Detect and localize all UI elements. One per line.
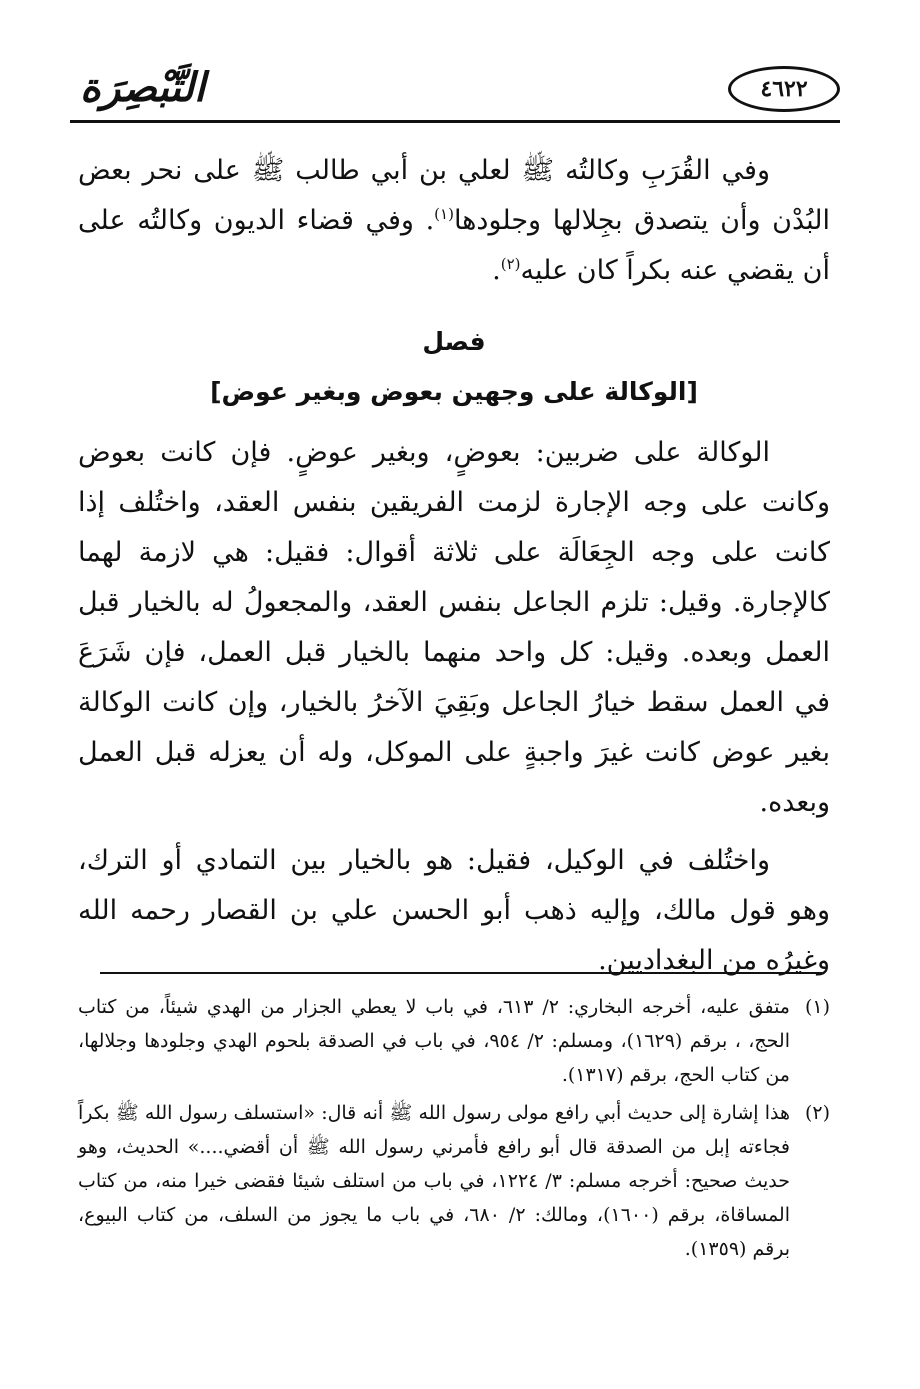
footnotes [78, 990, 830, 1270]
body-paragraph-2: واختُلف في الوكيل، فقيل: هو بالخيار بين التمادي أو الترك، وهو قول مالك، وإليه ذهب أبو الحسن علي بن القصار رحمه الله وغيرُه من البغداديين. [78, 845, 830, 976]
main-text [78, 146, 830, 986]
footnote-text-1: متفق عليه، أخرجه البخاري: ٢/ ٦١٣، في باب لا يعطي الجزار من الهدي شيئاً، من كتاب الحج، ، برقم (١٦٢٩)، ومسلم: ٢/ ٩٥٤، في باب في الصدقة بلحوم الهدي وجلودها وجلالها، من كتاب الحج، برقم (١٣١٧). [78, 996, 790, 1086]
footnote-ref-1: (١) [434, 205, 454, 223]
header-divider [70, 120, 840, 123]
footnote-1 [78, 990, 830, 1092]
page-number-badge [728, 66, 840, 112]
intro-text-1: وفي القُرَبِ وكالتُه ﷺ لعلي بن أبي طالب ﷺ على نحر بعض البُدْن وأن يتصدق بجِلالها وجلودها [78, 155, 830, 236]
footnote-number-2: (٢) [804, 1102, 830, 1124]
page-number: ٤٦٢٢ [760, 76, 808, 102]
body-paragraph-1: الوكالة على ضربين: بعوضٍ، وبغير عوضٍ. فإن كانت بعوض وكانت على وجه الإجارة لزمت الفريقين بنفس العقد، واختُلف إذا كانت على وجه الجِعَالَة على ثلاثة أقوال: فقيل: هي لازمة لهما كالإجارة. وقيل: تلزم الجاعل بنفس العقد، والمجعولُ له بالخيار قبل العمل وبعده. وقيل: كل واحد منهما بالخيار قبل العمل، فإن شَرَعَ في العمل سقط خيارُ الجاعل وبَقِيَ الآخرُ بالخيار، وإن كانت الوكالة بغير عوض كانت غيرَ واجبةٍ على الموكل، وله أن يعزله قبل العمل وبعده. [78, 437, 830, 818]
book-title: التَّبْصِرَة [80, 64, 206, 111]
footnote-ref-2: (٢) [500, 255, 521, 273]
section-subheading: [الوكالة على وجهين بعوض وبغير عوض] [210, 377, 698, 406]
intro-paragraph: وفي القُرَبِ وكالتُه ﷺ لعلي بن أبي طالب ﷺ على نحر بعض البُدْن وأن يتصدق بجِلالها وجلودها$^{(١)}$. وفي قضاء الديون وكالتُه على أن يقضي عنه بكراً كان عليه$^{(٢)}$. [78, 155, 830, 286]
section-heading: فصل [422, 327, 486, 356]
footnote-2 [78, 1096, 830, 1266]
intro-text-2: وفي قضاء الديون وكالتُه على أن يقضي عنه بكراً كان عليه [78, 205, 830, 286]
footnote-number-1: (١) [804, 996, 830, 1018]
footnote-text-2: هذا إشارة إلى حديث أبي رافع مولى رسول الله ﷺ أنه قال: «استسلف رسول الله ﷺ بكراً فجاءته إبل من الصدقة قال أبو رافع فأمرني رسول الله ﷺ أن أقضي....» الحديث، وهو حديث صحيح: أخرجه مسلم: ٣/ ١٢٢٤، في باب من استلف شيئا فقضى خيرا منه، من كتاب المساقاة، برقم (١٦٠٠)، ومالك: ٢/ ٦٨٠، في باب ما يجوز من السلف، من كتاب البيوع، برقم (١٣٥٩). [78, 1102, 790, 1260]
footnote-divider [100, 972, 822, 974]
